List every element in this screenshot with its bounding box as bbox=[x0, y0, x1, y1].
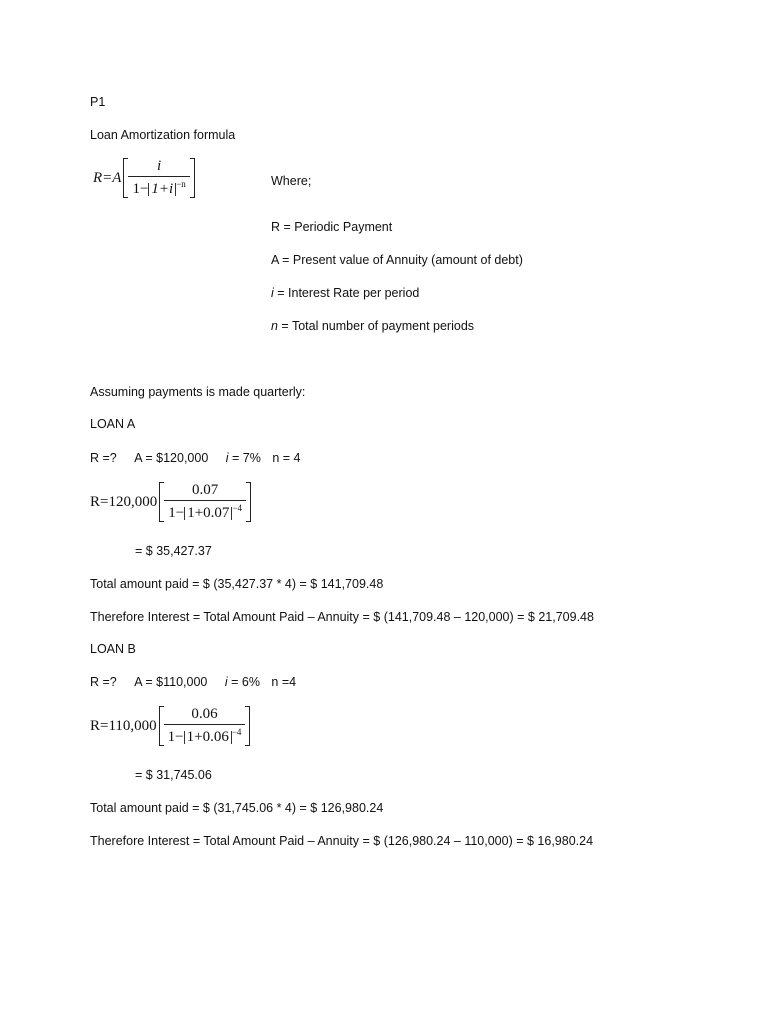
loan-b-formula bbox=[90, 706, 250, 746]
heading: P1 bbox=[90, 95, 106, 109]
loan-b-total: Total amount paid = $ (31,745.06 * 4) = $ 126,980.24 bbox=[90, 801, 384, 815]
formula-denominator: 1− 1+i $^{-n}$ bbox=[128, 176, 189, 198]
formula-lhs: R=A bbox=[93, 169, 122, 186]
loan-b-interest: Therefore Interest = Total Amount Paid – Annuity = $ (126,980.24 – 110,000) = $ 16,980.24 bbox=[90, 834, 594, 848]
loan-b-title: LOAN B bbox=[90, 642, 136, 656]
formula-bracket bbox=[123, 158, 194, 198]
assumption-text: Assuming payments is made quarterly: bbox=[90, 385, 306, 399]
definition-n: n = Total number of payment periods bbox=[271, 319, 475, 333]
loan-b-params: R =? A = $110,000 i = 6% n =4 bbox=[90, 675, 297, 689]
loan-a-formula bbox=[90, 482, 251, 522]
subheading: Loan Amortization formula bbox=[90, 128, 236, 142]
loan-a-numerator: 0.07 bbox=[191, 482, 219, 498]
loan-b-numerator: 0.06 bbox=[191, 706, 218, 722]
loan-a-denominator: 1− 1+0.07 $^{-4}$ bbox=[164, 500, 246, 522]
loan-a-params: R =? A = $120,000 i = 7% n = 4 bbox=[90, 451, 301, 465]
formula-numerator: i bbox=[157, 158, 162, 174]
loan-a-interest: Therefore Interest = Total Amount Paid – Annuity = $ (141,709.48 – 120,000) = $ 21,709.48 bbox=[90, 610, 594, 624]
loan-b-formula-bracket bbox=[159, 706, 251, 746]
loan-a-result: = $ 35,427.37 bbox=[135, 544, 212, 558]
definition-a: A = Present value of Annuity (amount of debt) bbox=[271, 253, 523, 267]
loan-b-denominator: 1− 1+0.06 $^{-4}$ bbox=[164, 724, 246, 746]
loan-a-formula-bracket bbox=[159, 482, 251, 522]
loan-b-result: = $ 31,745.06 bbox=[135, 768, 212, 782]
where-label: Where; bbox=[271, 174, 312, 188]
general-formula bbox=[93, 158, 195, 198]
definition-r: R = Periodic Payment bbox=[271, 220, 393, 234]
loan-a-title: LOAN A bbox=[90, 417, 136, 431]
loan-a-total: Total amount paid = $ (35,427.37 * 4) = $ 141,709.48 bbox=[90, 577, 384, 591]
loan-b-formula-lhs: R=110,000 bbox=[90, 717, 157, 734]
definition-i: i = Interest Rate per period bbox=[271, 286, 420, 300]
loan-a-formula-lhs: R=120,000 bbox=[90, 493, 158, 510]
